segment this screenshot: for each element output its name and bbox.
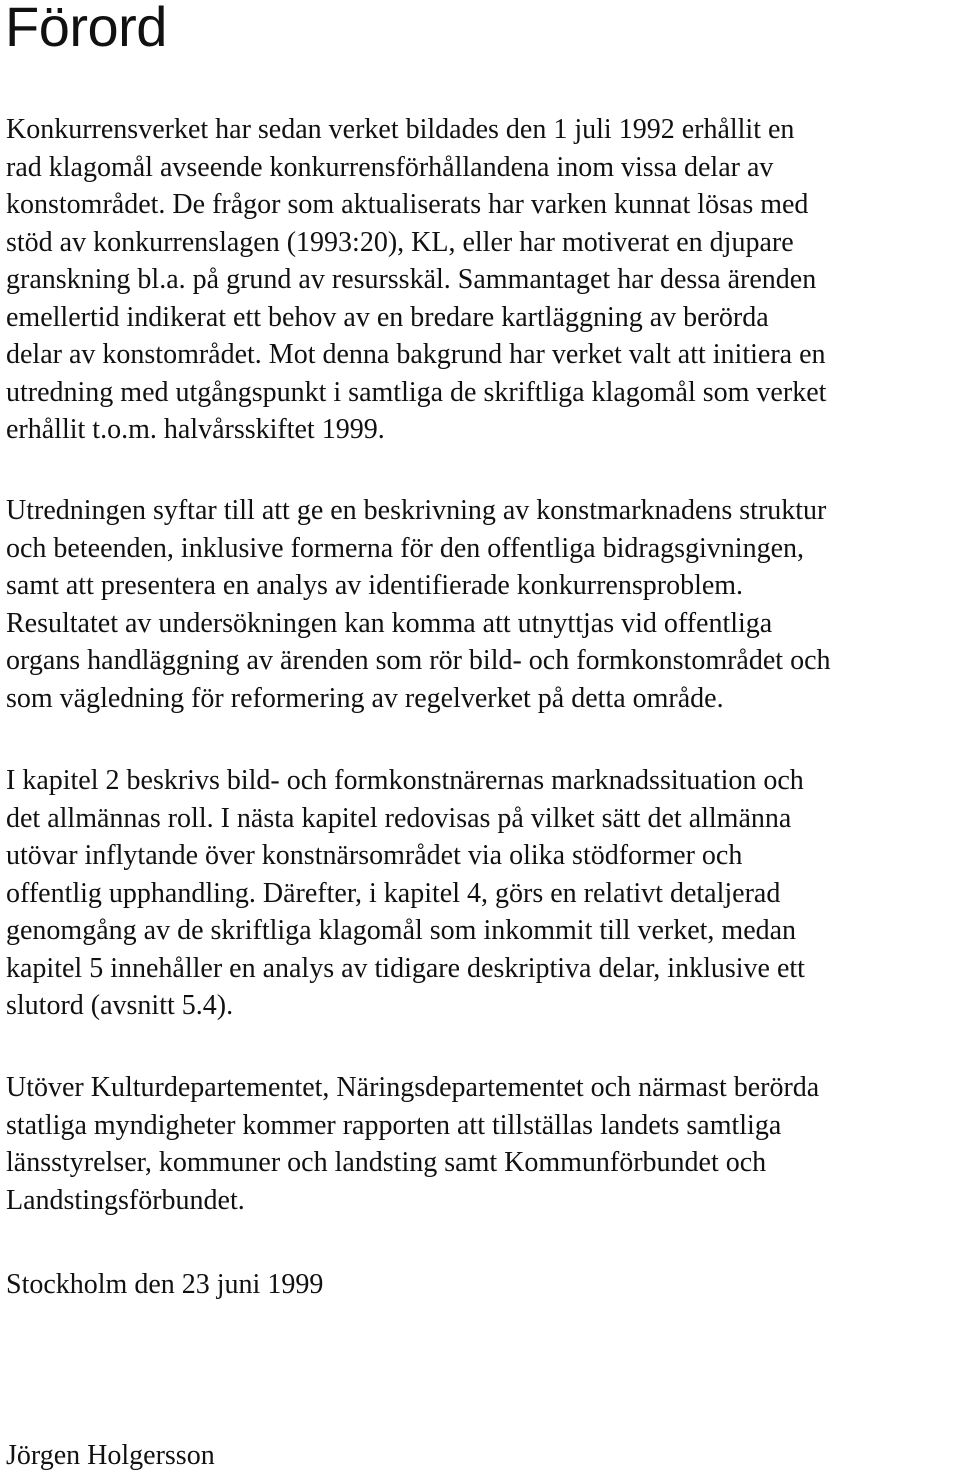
paragraph-line: Utredningen syftar till att ge en beskrivning av konstmarknadens struktur	[6, 495, 827, 526]
paragraph-line: utredning med utgångspunkt i samtliga de skriftliga klagomål som verket	[6, 376, 827, 408]
paragraph-line: slutord (avsnitt 5.4).	[6, 990, 234, 1021]
paragraph-line: utövar inflytande över konstnärsområdet via olika stödformer och	[6, 840, 743, 871]
paragraph-line: organs handläggning av ärenden som rör bild- och formkonstområdet och	[6, 645, 831, 676]
page-title: Förord	[5, 0, 167, 58]
paragraph-line: länsstyrelser, kommuner och landsting samt Kommunförbundet och	[6, 1147, 767, 1178]
paragraph-line: stöd av konkurrenslagen (1993:20), KL, eller har motiverat en djupare	[6, 226, 794, 258]
paragraph-line: det allmännas roll. I nästa kapitel redovisas på vilket sätt det allmänna	[6, 802, 792, 834]
paragraph-line: som vägledning för reformering av regelverket på detta område.	[6, 682, 724, 714]
paragraph-line: offentlig upphandling. Därefter, i kapitel 4, görs en relativt detaljerad	[6, 877, 781, 909]
paragraph-line: konstområdet. De frågor som aktualiserats har varken kunnat lösas med	[6, 189, 809, 220]
paragraph-distribution	[6, 1069, 956, 1219]
place-date: Stockholm den 23 juni 1999	[6, 1269, 324, 1300]
paragraph-line: samt att presentera en analys av identifierade konkurrensproblem.	[6, 570, 744, 601]
signer-name: Jörgen Holgersson	[6, 1440, 215, 1471]
paragraph-line: kapitel 5 innehåller en analys av tidigare deskriptiva delar, inklusive ett	[6, 952, 805, 984]
paragraph-line: emellertid indikerat ett behov av en bredare kartläggning av berörda	[6, 301, 769, 333]
paragraph-line: Utöver Kulturdepartementet, Näringsdepartementet och närmast berörda	[6, 1072, 820, 1103]
paragraph-line: rad klagomål avseende konkurrensförhållandena inom vissa delar av	[6, 151, 774, 183]
paragraph-purpose	[6, 492, 956, 717]
paragraph-line: och beteenden, inklusive formerna för den offentliga bidragsgivningen,	[6, 532, 805, 564]
paragraph-line: genomgång av de skriftliga klagomål som inkommit till verket, medan	[6, 915, 797, 946]
paragraph-chapters	[6, 762, 956, 1025]
paragraph-line: statliga myndigheter kommer rapporten att tillställas landets samtliga	[6, 1109, 782, 1141]
paragraph-line: Konkurrensverket har sedan verket bildades den 1 juli 1992 erhållit en	[6, 114, 795, 145]
paragraph-line: erhållit t.o.m. halvårsskiftet 1999.	[6, 414, 385, 445]
paragraph-line: I kapitel 2 beskrivs bild- och formkonstnärernas marknadssituation och	[6, 765, 804, 796]
paragraph-line: granskning bl.a. på grund av resursskäl. Sammantaget har dessa ärenden	[6, 264, 817, 295]
paragraph-background	[6, 111, 956, 449]
paragraph-line: Landstingsförbundet.	[6, 1184, 245, 1216]
paragraph-line: Resultatet av undersökningen kan komma att utnyttjas vid offentliga	[6, 607, 773, 639]
paragraph-line: delar av konstområdet. Mot denna bakgrund har verket valt att initiera en	[6, 339, 826, 370]
